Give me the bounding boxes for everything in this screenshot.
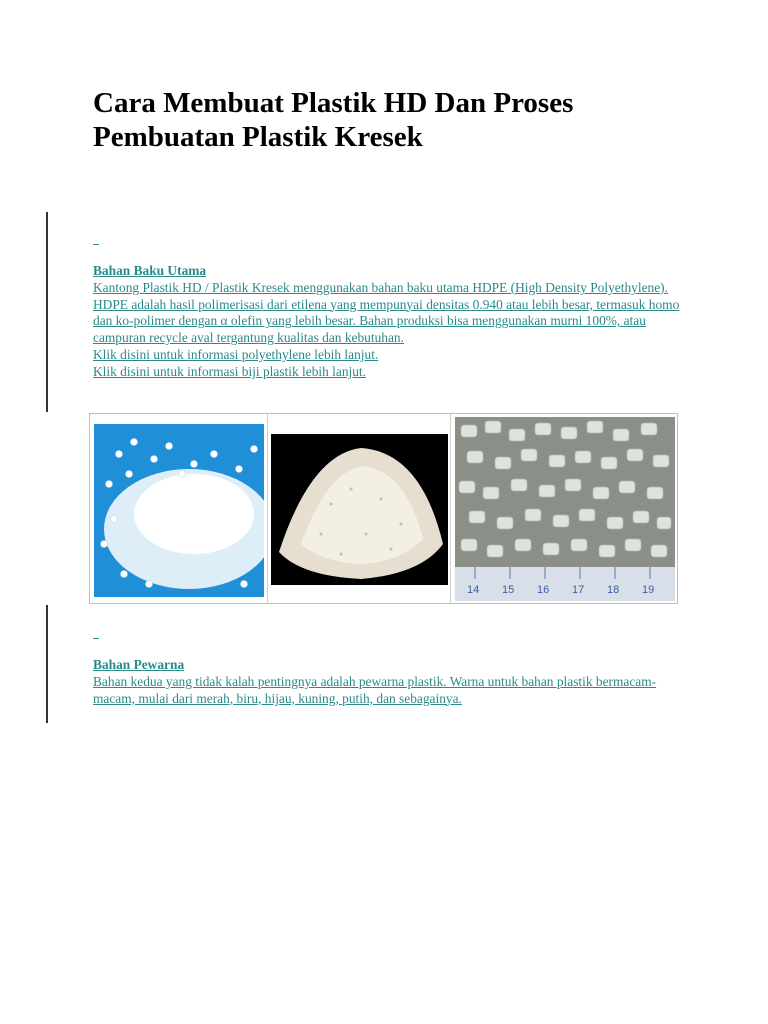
page-title: Cara Membuat Plastik HD Dan Proses Pembuatan Plastik Kresek (93, 87, 574, 153)
section-paragraph[interactable]: Bahan kedua yang tidak kalah pentingnya adalah pewarna plastik. Warna untuk bahan plastik bermacam-macam, mulai dari merah, biru, hijau, kuning, putih, dan sebagainya. (93, 673, 657, 706)
polyethylene-info-link[interactable]: Klik disini untuk informasi polyethylene lebih lanjut. (93, 346, 379, 362)
hdpe-pellets-blue-photo (94, 424, 264, 597)
biji-plastik-info-link[interactable]: Klik disini untuk informasi biji plastik lebih lanjut. (93, 363, 367, 379)
hdpe-pellets-ruler-photo (455, 417, 675, 601)
image-gallery (89, 413, 678, 604)
section-bahan-baku (93, 263, 683, 381)
ruler-tick-label: 19 (642, 584, 655, 596)
gallery-cell (268, 414, 451, 603)
ruler-tick-label: 16 (537, 584, 550, 596)
left-margin-rule (46, 605, 48, 723)
section-heading[interactable]: Bahan Pewarna (93, 657, 185, 672)
hdpe-pellets-black-photo (271, 434, 448, 585)
gallery-cell (90, 414, 268, 603)
gallery-cell (451, 414, 677, 603)
ruler-tick-label: 18 (607, 584, 620, 596)
section-heading[interactable]: Bahan Baku Utama (93, 263, 207, 278)
section-paragraph[interactable]: Kantong Plastik HD / Plastik Kresek menggunakan bahan baku utama HDPE (High Density Polyethylene). HDPE adalah hasil polimerisasi dari etilena yang mempunyai densitas 0.940 atau lebih besar, termasuk homo dan ko-polimer dengan α olefin yang lebih besar. Bahan produksi bisa menggunakan murni 100%, atau campuran recycle aval tergantung kualitas dan kebutuhan. (93, 279, 680, 346)
ruler-tick-label: 15 (502, 584, 515, 596)
left-margin-rule (46, 212, 48, 412)
anchor-link[interactable] (93, 638, 99, 639)
section-bahan-pewarna (93, 657, 683, 707)
ruler-tick-label: 17 (572, 584, 585, 596)
anchor-link[interactable] (93, 244, 99, 245)
ruler-tick-label: 14 (467, 584, 480, 596)
